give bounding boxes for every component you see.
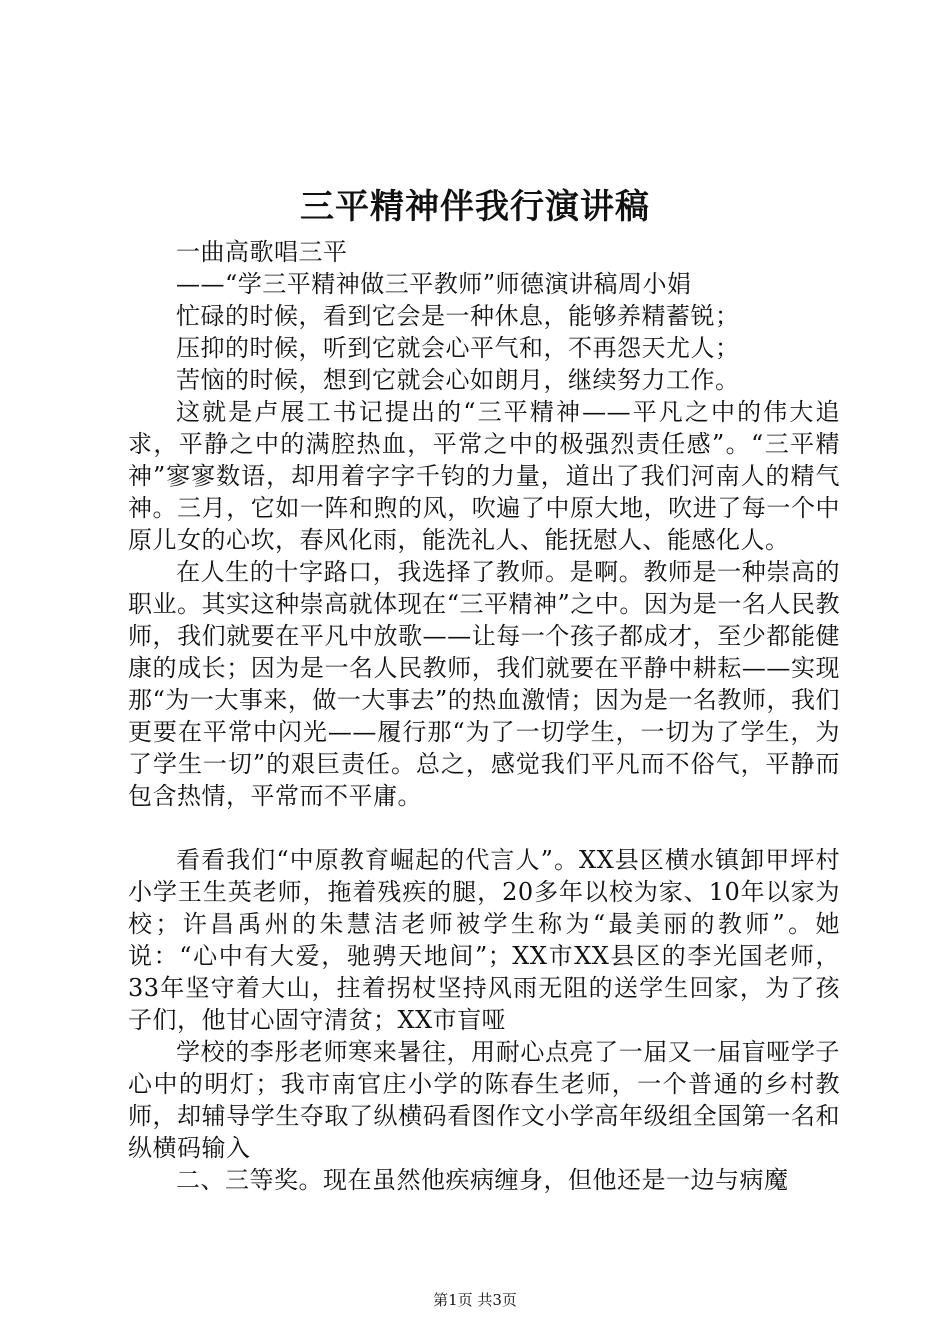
document-title: 三平精神伴我行演讲稿 bbox=[300, 187, 650, 227]
page-footer: 第1页 共3页 bbox=[433, 1291, 517, 1309]
paragraph-byline: ——“学三平精神做三平教师”师德演讲稿周小娟 bbox=[176, 270, 692, 298]
paragraph-li-tong: 学校的李彤老师寒来暑往，用耐心点亮了一届又一届盲哑学子心中的明灯；我市南官庄小学的陈春生老师，一个普通的乡村教师，却辅导学生夺取了纵横码看图作文小学高年级组全国第一名和纵横码输入 bbox=[128, 1038, 840, 1162]
paragraph-teacher-choice: 在人生的十字路口，我选择了教师。是啊。教师是一种崇高的职业。其实这种崇高就体现在“三平精神”之中。因为是一名人民教师，我们就要在平凡中放歌——让每一个孩子都成才，至少都能健康的成长；因为是一名人民教师，我们就要在平静中耕耘——实现那“为一大事来，做一大事去”的热血激情；因为是一名教师，我们更要在平常中闪光——履行那“为了一切学生，一切为了学生，为了学生一切”的艰巨责任。总之，感觉我们平凡而不俗气，平静而包含热情，平常而不平庸。 bbox=[128, 558, 840, 810]
paragraph-role-models: 看看我们“中原教育崛起的代言人”。XX县区横水镇卸甲坪村小学王生英老师，拖着残疾的腿，20多年以校为家、10年以家为校；许昌禹州的朱慧洁老师被学生称为“最美丽的教师”。她说：“心中有大爱，驰骋天地间”；XX市XX县区的李光国老师，33年坚守着大山，拄着拐杖坚持风雨无阻的送学生回家，为了孩子们，他甘心固守清贫；XX市盲哑 bbox=[128, 846, 840, 1034]
document-body bbox=[128, 236, 840, 1196]
paragraph-awards: 二、三等奖。现在虽然他疾病缠身，但他还是一边与病魔 bbox=[176, 1166, 789, 1194]
paragraph-three-spirits: 这就是卢展工书记提出的“三平精神——平凡之中的伟大追求，平静之中的满腔热血，平常之中的极强烈责任感”。“三平精神”寥寥数语，却用着字字千钧的力量，道出了我们河南人的精气神。三月，它如一阵和煦的风，吹遍了中原大地，吹进了每一个中原儿女的心坎，春风化雨，能洗礼人、能抚慰人、能感化人。 bbox=[128, 398, 840, 554]
paragraph-verse-1: 忙碌的时候，看到它会是一种休息，能够养精蓄锐； bbox=[176, 302, 740, 330]
paragraph-subtitle: 一曲高歌唱三平 bbox=[176, 238, 348, 266]
paragraph-verse-2: 压抑的时候，听到它就会心平气和，不再怨天尤人； bbox=[176, 334, 740, 362]
paragraph-verse-3: 苦恼的时候，想到它就会心如朗月，继续努力工作。 bbox=[176, 366, 740, 394]
